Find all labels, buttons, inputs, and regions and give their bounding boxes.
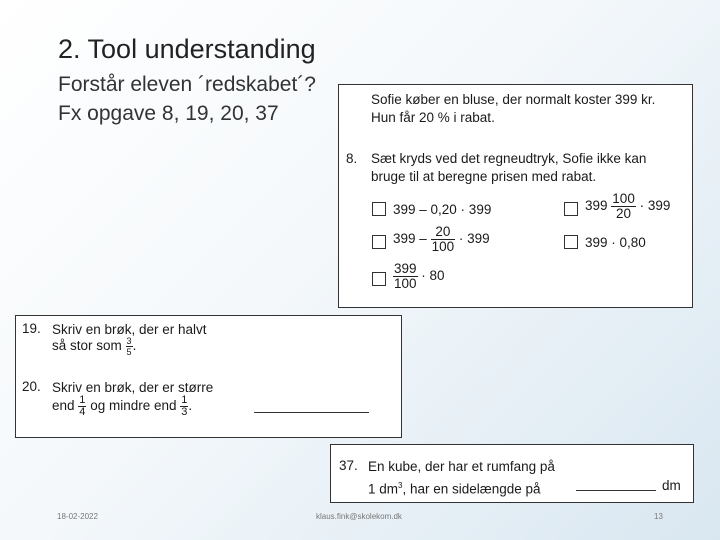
- task-37-line-2: 1 $dm^3$, har en sidelængde på: [368, 481, 541, 497]
- task-20-line-2: end $\frac{1}{4}$ og mindre end $\frac{1}{3}$ .: [52, 394, 193, 418]
- task-20-answer-line[interactable]: [254, 412, 369, 413]
- slide-subtitle-tasks: Fx opgave 8, 19, 20, 37: [58, 102, 279, 125]
- task-37-number: 37.: [339, 458, 358, 473]
- task-19-line-1: Skriv en brøk, der er halvt: [52, 322, 207, 337]
- task-20-line-1: Skriv en brøk, der er større: [52, 380, 214, 395]
- task-37-unit: dm: [662, 478, 681, 493]
- footer-page-number: 13: [654, 512, 663, 521]
- slide-title: 2. Tool understanding: [58, 34, 316, 64]
- task-20-number: 20.: [22, 379, 41, 394]
- task-8-intro-line-2: Hun får 20 % i rabat.: [371, 110, 495, 125]
- task-8-question-line-2: bruge til at beregne prisen med rabat.: [371, 169, 597, 184]
- option-c-checkbox[interactable]: [372, 235, 386, 249]
- task-8-panel: [338, 84, 693, 308]
- option-d-checkbox[interactable]: [564, 235, 578, 249]
- task-19-line-2: så stor som $\frac{3}{5}$ .: [52, 336, 137, 357]
- slide-subtitle: Forstår eleven ´redskabet´?: [58, 73, 316, 96]
- option-d-label: 399 · 0,80: [585, 235, 646, 250]
- task-37-line-1: En kube, der har et rumfang på: [368, 459, 555, 474]
- task-37-panel: [330, 444, 694, 503]
- task-8-number: 8.: [346, 151, 358, 166]
- option-e-label: $\frac{399}{100}$ · 80: [394, 261, 445, 291]
- option-c-label: 399 – $\frac{20}{100}$ · 399: [393, 224, 490, 254]
- option-e-checkbox[interactable]: [372, 272, 386, 286]
- task-8-intro-line-1: Sofie køber en bluse, der normalt koster 399 kr.: [371, 92, 656, 107]
- task-37-answer-line[interactable]: [576, 490, 656, 491]
- task-19-number: 19.: [22, 321, 41, 336]
- footer-email: klaus.fink@skolekom.dk: [316, 512, 402, 521]
- task-19-20-panel: [15, 315, 402, 438]
- option-b-label: 399 $\frac{100}{20}$ · 399: [585, 191, 671, 221]
- option-b-checkbox[interactable]: [564, 202, 578, 216]
- task-8-question-line-1: Sæt kryds ved det regneudtryk, Sofie ikke kan: [371, 151, 647, 166]
- option-a-label: 399 – 0,20 · 399: [393, 202, 492, 217]
- footer-date: 18-02-2022: [57, 512, 98, 521]
- option-a-checkbox[interactable]: [372, 202, 386, 216]
